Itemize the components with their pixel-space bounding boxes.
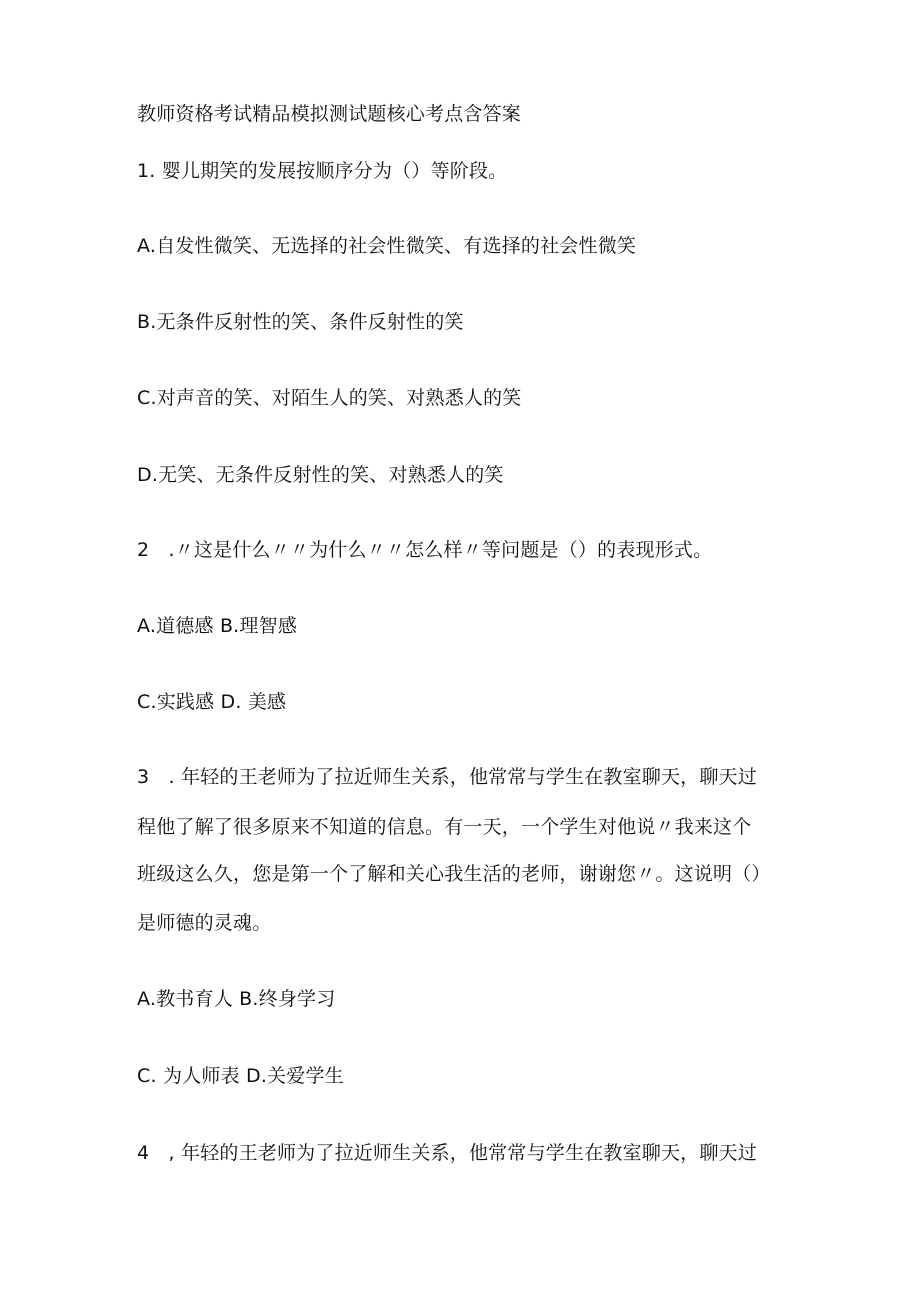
question-3-options-cd: C. 为人师表 D.关爱学生: [137, 1065, 344, 1087]
question-1-option-c: C.对声音的笑、对陌生人的笑、对熟悉人的笑: [137, 387, 522, 409]
question-3-options-ab: A.教书育人 B.终身学习: [137, 988, 336, 1010]
question-2-stem: 2 .〃这是什么〃〃为什么〃〃怎么样〃等问题是（）的表现形式。: [137, 539, 713, 561]
question-3-stem-line-3: 班级这么久，您是第一个了解和关心我生活的老师，谢谢您〃。这说明（）: [137, 863, 771, 885]
question-4-stem-line-1: 4 , 年轻的王老师为了拉近师生关系，他常常与学生在教室聊天，聊天过: [137, 1142, 757, 1164]
question-3-stem-line-4: 是师德的灵魂。: [137, 912, 272, 934]
question-3-stem-line-1: 3 . 年轻的王老师为了拉近师生关系，他常常与学生在教室聊天，聊天过: [137, 766, 757, 788]
question-1-stem: 1. 婴儿期笑的发展按顺序分为（）等阶段。: [137, 160, 508, 182]
question-1-option-a: A.自发性微笑、无选择的社会性微笑、有选择的社会性微笑: [137, 235, 637, 257]
question-3-stem-line-2: 程他了解了很多原来不知道的信息。有一天，一个学生对他说〃我来这个: [137, 816, 752, 838]
document-title: 教师资格考试精品模拟测试题核心考点含答案: [137, 103, 522, 125]
question-1-option-d: D.无笑、无条件反射性的笑、对熟悉人的笑: [137, 464, 504, 486]
question-2-options-ab: A.道德感 B.理智感: [137, 615, 298, 637]
question-1-option-b: B.无条件反射性的笑、条件反射性的笑: [137, 311, 464, 333]
question-2-options-cd: C.实践感 D. 美感: [137, 691, 287, 713]
